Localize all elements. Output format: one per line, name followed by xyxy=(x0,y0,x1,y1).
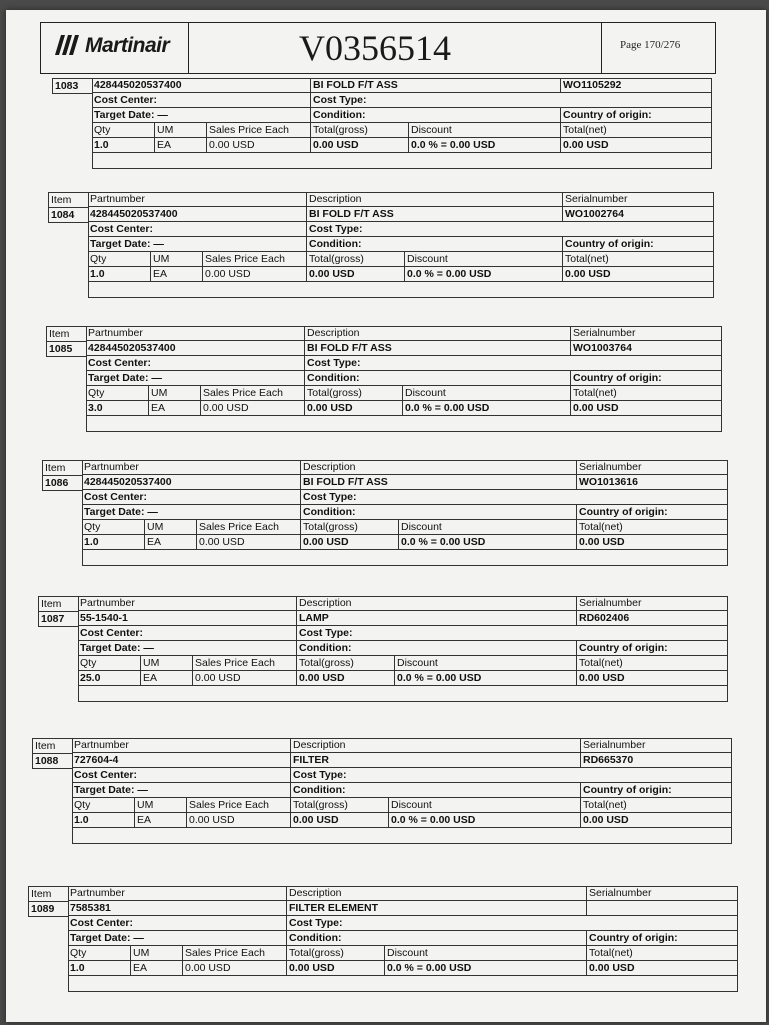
qty-label: Qty xyxy=(92,123,154,138)
partnumber-label: Partnumber xyxy=(78,596,296,611)
total-gross-value: 0.00 USD xyxy=(290,813,388,828)
discount-label: Discount xyxy=(388,798,580,813)
company-name: Martinair xyxy=(85,34,170,57)
target-date-label: Target Date: — xyxy=(86,371,304,386)
cost-type-label: Cost Type: xyxy=(310,93,712,108)
condition-label: Condition: xyxy=(290,783,580,798)
item-number: 1085 xyxy=(46,341,87,357)
partnumber-label: Partnumber xyxy=(68,886,286,901)
condition-label: Condition: xyxy=(286,931,586,946)
total-gross-label: Total(gross) xyxy=(286,946,384,961)
serialnumber-label: Serialnumber xyxy=(562,192,714,207)
line-item-1086 xyxy=(42,460,728,566)
serialnumber-value: WO1003764 xyxy=(570,341,722,356)
total-gross-value: 0.00 USD xyxy=(296,671,394,686)
sales-price-value: 0.00 USD xyxy=(202,267,306,282)
serialnumber-value: WO1105292 xyxy=(560,78,712,93)
partnumber-value: 428445020537400 xyxy=(88,207,306,222)
serialnumber-label: Serialnumber xyxy=(570,326,722,341)
total-net-value: 0.00 USD xyxy=(570,401,722,416)
serialnumber-value: WO1013616 xyxy=(576,475,728,490)
page-indicator-box xyxy=(601,23,715,73)
item-number: 1084 xyxy=(48,207,89,223)
total-net-value: 0.00 USD xyxy=(562,267,714,282)
total-net-label: Total(net) xyxy=(562,252,714,267)
description-value: FILTER ELEMENT xyxy=(286,901,586,916)
total-gross-value: 0.00 USD xyxy=(306,267,404,282)
serialnumber-value: RD665370 xyxy=(580,753,732,768)
discount-label: Discount xyxy=(404,252,562,267)
partnumber-value: 7585381 xyxy=(68,901,286,916)
document-header xyxy=(40,22,716,74)
total-net-label: Total(net) xyxy=(580,798,732,813)
sales-price-label: Sales Price Each xyxy=(182,946,286,961)
document-number: V0356514 xyxy=(299,28,451,68)
total-net-value: 0.00 USD xyxy=(576,671,728,686)
description-value: BI FOLD F/T ASS xyxy=(306,207,562,222)
country-of-origin-label: Country of origin: xyxy=(576,641,728,656)
um-value: EA xyxy=(148,401,200,416)
cost-center-label: Cost Center: xyxy=(86,356,304,371)
um-value: EA xyxy=(134,813,186,828)
description-label: Description xyxy=(304,326,570,341)
discount-label: Discount xyxy=(408,123,560,138)
item-label: Item xyxy=(46,326,87,342)
condition-label: Condition: xyxy=(306,237,562,252)
sales-price-value: 0.00 USD xyxy=(182,961,286,976)
total-net-label: Total(net) xyxy=(576,656,728,671)
um-label: UM xyxy=(134,798,186,813)
partnumber-value: 55-1540-1 xyxy=(78,611,296,626)
discount-label: Discount xyxy=(402,386,570,401)
item-number: 1089 xyxy=(28,901,69,917)
total-gross-label: Total(gross) xyxy=(290,798,388,813)
total-gross-label: Total(gross) xyxy=(304,386,402,401)
serialnumber-label: Serialnumber xyxy=(576,460,728,475)
qty-value: 1.0 xyxy=(68,961,130,976)
sales-price-value: 0.00 USD xyxy=(200,401,304,416)
total-gross-label: Total(gross) xyxy=(300,520,398,535)
item-number: 1087 xyxy=(38,611,79,627)
sales-price-value: 0.00 USD xyxy=(206,138,310,153)
total-net-value: 0.00 USD xyxy=(576,535,728,550)
page-number: Page 170/276 xyxy=(620,39,681,51)
um-value: EA xyxy=(130,961,182,976)
line-item-1089 xyxy=(28,886,738,992)
sales-price-label: Sales Price Each xyxy=(206,123,310,138)
total-gross-value: 0.00 USD xyxy=(286,961,384,976)
qty-label: Qty xyxy=(68,946,130,961)
target-date-label: Target Date: — xyxy=(68,931,286,946)
total-net-value: 0.00 USD xyxy=(560,138,712,153)
country-of-origin-label: Country of origin: xyxy=(570,371,722,386)
discount-value: 0.0 % = 0.00 USD xyxy=(404,267,562,282)
um-label: UM xyxy=(150,252,202,267)
um-value: EA xyxy=(140,671,192,686)
company-logo xyxy=(41,23,189,73)
country-of-origin-label: Country of origin: xyxy=(560,108,712,123)
qty-value: 25.0 xyxy=(78,671,140,686)
um-label: UM xyxy=(140,656,192,671)
item-label: Item xyxy=(28,886,69,902)
discount-value: 0.0 % = 0.00 USD xyxy=(394,671,576,686)
sales-price-label: Sales Price Each xyxy=(192,656,296,671)
discount-value: 0.0 % = 0.00 USD xyxy=(408,138,560,153)
target-date-label: Target Date: — xyxy=(72,783,290,798)
partnumber-label: Partnumber xyxy=(72,738,290,753)
item-label: Item xyxy=(38,596,79,612)
sales-price-label: Sales Price Each xyxy=(196,520,300,535)
total-gross-label: Total(gross) xyxy=(296,656,394,671)
description-value: LAMP xyxy=(296,611,576,626)
country-of-origin-label: Country of origin: xyxy=(576,505,728,520)
sales-price-value: 0.00 USD xyxy=(192,671,296,686)
cost-type-label: Cost Type: xyxy=(296,626,728,641)
partnumber-label: Partnumber xyxy=(86,326,304,341)
total-gross-value: 0.00 USD xyxy=(304,401,402,416)
cost-center-label: Cost Center: xyxy=(78,626,296,641)
item-label: Item xyxy=(32,738,73,754)
discount-value: 0.0 % = 0.00 USD xyxy=(402,401,570,416)
cost-type-label: Cost Type: xyxy=(306,222,714,237)
qty-value: 1.0 xyxy=(92,138,154,153)
cost-center-label: Cost Center: xyxy=(72,768,290,783)
serialnumber-label: Serialnumber xyxy=(580,738,732,753)
description-label: Description xyxy=(300,460,576,475)
um-label: UM xyxy=(148,386,200,401)
partnumber-label: Partnumber xyxy=(88,192,306,207)
total-net-label: Total(net) xyxy=(586,946,738,961)
description-label: Description xyxy=(286,886,586,901)
sales-price-value: 0.00 USD xyxy=(196,535,300,550)
item-label: Item xyxy=(48,192,89,208)
qty-label: Qty xyxy=(82,520,144,535)
item-number: 1086 xyxy=(42,475,83,491)
country-of-origin-label: Country of origin: xyxy=(586,931,738,946)
target-date-label: Target Date: — xyxy=(88,237,306,252)
condition-label: Condition: xyxy=(304,371,570,386)
sales-price-label: Sales Price Each xyxy=(202,252,306,267)
condition-label: Condition: xyxy=(300,505,576,520)
line-item-1088 xyxy=(32,738,732,844)
um-label: UM xyxy=(144,520,196,535)
um-value: EA xyxy=(144,535,196,550)
um-label: UM xyxy=(130,946,182,961)
um-label: UM xyxy=(154,123,206,138)
description-label: Description xyxy=(296,596,576,611)
country-of-origin-label: Country of origin: xyxy=(580,783,732,798)
cost-type-label: Cost Type: xyxy=(290,768,732,783)
condition-label: Condition: xyxy=(296,641,576,656)
qty-label: Qty xyxy=(78,656,140,671)
sales-price-label: Sales Price Each xyxy=(186,798,290,813)
description-value: BI FOLD F/T ASS xyxy=(300,475,576,490)
discount-value: 0.0 % = 0.00 USD xyxy=(398,535,576,550)
serialnumber-label: Serialnumber xyxy=(586,886,738,901)
total-gross-label: Total(gross) xyxy=(306,252,404,267)
um-value: EA xyxy=(154,138,206,153)
total-net-value: 0.00 USD xyxy=(586,961,738,976)
discount-label: Discount xyxy=(384,946,586,961)
total-gross-label: Total(gross) xyxy=(310,123,408,138)
line-item-1083 xyxy=(52,78,712,169)
condition-label: Condition: xyxy=(310,108,560,123)
partnumber-value: 428445020537400 xyxy=(82,475,300,490)
qty-value: 3.0 xyxy=(86,401,148,416)
description-value: BI FOLD F/T ASS xyxy=(310,78,560,93)
line-item-1087 xyxy=(38,596,728,702)
line-item-1084 xyxy=(48,192,714,298)
qty-label: Qty xyxy=(88,252,150,267)
total-gross-value: 0.00 USD xyxy=(310,138,408,153)
qty-label: Qty xyxy=(72,798,134,813)
serialnumber-label: Serialnumber xyxy=(576,596,728,611)
partnumber-value: 727604-4 xyxy=(72,753,290,768)
cost-center-label: Cost Center: xyxy=(82,490,300,505)
country-of-origin-label: Country of origin: xyxy=(562,237,714,252)
qty-value: 1.0 xyxy=(82,535,144,550)
description-value: FILTER xyxy=(290,753,580,768)
cost-center-label: Cost Center: xyxy=(92,93,310,108)
qty-value: 1.0 xyxy=(72,813,134,828)
partnumber-value: 428445020537400 xyxy=(86,341,304,356)
total-net-label: Total(net) xyxy=(560,123,712,138)
total-gross-value: 0.00 USD xyxy=(300,535,398,550)
discount-value: 0.0 % = 0.00 USD xyxy=(384,961,586,976)
martinair-logo-icon xyxy=(55,35,83,55)
qty-value: 1.0 xyxy=(88,267,150,282)
description-value: BI FOLD F/T ASS xyxy=(304,341,570,356)
cost-center-label: Cost Center: xyxy=(68,916,286,931)
cost-type-label: Cost Type: xyxy=(286,916,738,931)
target-date-label: Target Date: — xyxy=(82,505,300,520)
target-date-label: Target Date: — xyxy=(78,641,296,656)
item-label: Item xyxy=(42,460,83,476)
um-value: EA xyxy=(150,267,202,282)
partnumber-label: Partnumber xyxy=(82,460,300,475)
target-date-label: Target Date: — xyxy=(92,108,310,123)
serialnumber-value: WO1002764 xyxy=(562,207,714,222)
total-net-label: Total(net) xyxy=(576,520,728,535)
partnumber-value: 428445020537400 xyxy=(92,78,310,93)
serialnumber-value xyxy=(586,901,738,916)
total-net-value: 0.00 USD xyxy=(580,813,732,828)
description-label: Description xyxy=(290,738,580,753)
cost-type-label: Cost Type: xyxy=(304,356,722,371)
item-number: 1083 xyxy=(52,78,93,94)
description-label: Description xyxy=(306,192,562,207)
item-number: 1088 xyxy=(32,753,73,769)
qty-label: Qty xyxy=(86,386,148,401)
discount-value: 0.0 % = 0.00 USD xyxy=(388,813,580,828)
sales-price-value: 0.00 USD xyxy=(186,813,290,828)
discount-label: Discount xyxy=(398,520,576,535)
serialnumber-value: RD602406 xyxy=(576,611,728,626)
total-net-label: Total(net) xyxy=(570,386,722,401)
cost-type-label: Cost Type: xyxy=(300,490,728,505)
discount-label: Discount xyxy=(394,656,576,671)
sales-price-label: Sales Price Each xyxy=(200,386,304,401)
line-item-1085 xyxy=(46,326,722,432)
cost-center-label: Cost Center: xyxy=(88,222,306,237)
